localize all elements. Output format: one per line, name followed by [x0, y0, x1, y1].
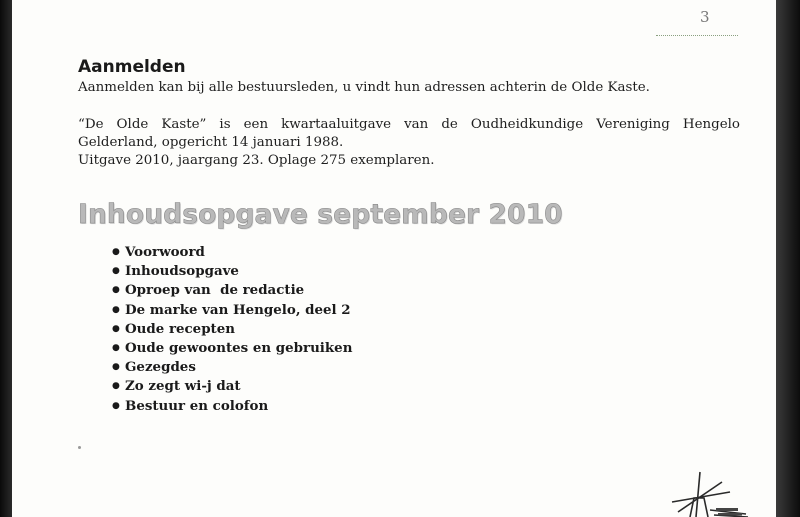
bullet-icon: ● [112, 304, 120, 315]
toc-item [112, 301, 352, 320]
bullet-icon: ● [112, 323, 120, 334]
bullet-icon: ● [112, 342, 120, 353]
scan-speck [78, 446, 81, 449]
about-line-2: Gelderland, opgericht 14 januari 1988. [78, 135, 344, 150]
toc-item [112, 358, 352, 377]
scan-left-edge [0, 0, 12, 517]
toc-item [112, 281, 352, 300]
toc-item [112, 397, 352, 416]
toc-item-label: Oproep van de redactie [125, 282, 305, 299]
toc-item-label: Inhoudsopgave [125, 263, 239, 280]
toc-item-label: De marke van Hengelo, deel 2 [125, 301, 351, 318]
bullet-icon: ● [112, 266, 120, 277]
windmill-icon [660, 470, 750, 517]
toc-list [112, 243, 352, 416]
edition-paragraph: Uitgave 2010, jaargang 23. Oplage 275 exemplaren. [78, 153, 435, 168]
toc-item-label: Gezegdes [125, 359, 196, 376]
bullet-icon: ● [112, 400, 120, 411]
bullet-icon: ● [112, 285, 120, 296]
toc-item [112, 377, 352, 396]
toc-item-label: Voorwoord [125, 244, 205, 260]
page-number-rule [656, 35, 738, 36]
bullet-icon: ● [112, 362, 120, 373]
toc-item-label: Oude gewoontes en gebruiken [125, 339, 353, 356]
toc-item [112, 243, 352, 262]
about-paragraph [78, 116, 740, 152]
toc-item [112, 339, 352, 358]
bullet-icon: ● [112, 381, 120, 392]
section-heading: Aanmelden [78, 57, 186, 77]
document-page [12, 0, 776, 517]
intro-paragraph: Aanmelden kan bij alle bestuursleden, u vindt hun adressen achterin de Olde Kaste. [78, 80, 650, 95]
toc-item-label: Oude recepten [125, 320, 235, 337]
toc-title: Inhoudsopgave september 2010 [78, 199, 563, 230]
toc-item [112, 262, 352, 281]
scan-right-edge [776, 0, 800, 517]
toc-item [112, 320, 352, 339]
toc-item-label: Bestuur en colofon [125, 397, 269, 414]
about-line-1: “De Olde Kaste” is een kwartaaluitgave van de Oudheidkundige Vereniging Hengelo [78, 117, 740, 132]
page-number: 3 [700, 8, 710, 26]
toc-item-label: Zo zegt wi-j dat [125, 378, 241, 395]
bullet-icon: ● [112, 247, 120, 257]
